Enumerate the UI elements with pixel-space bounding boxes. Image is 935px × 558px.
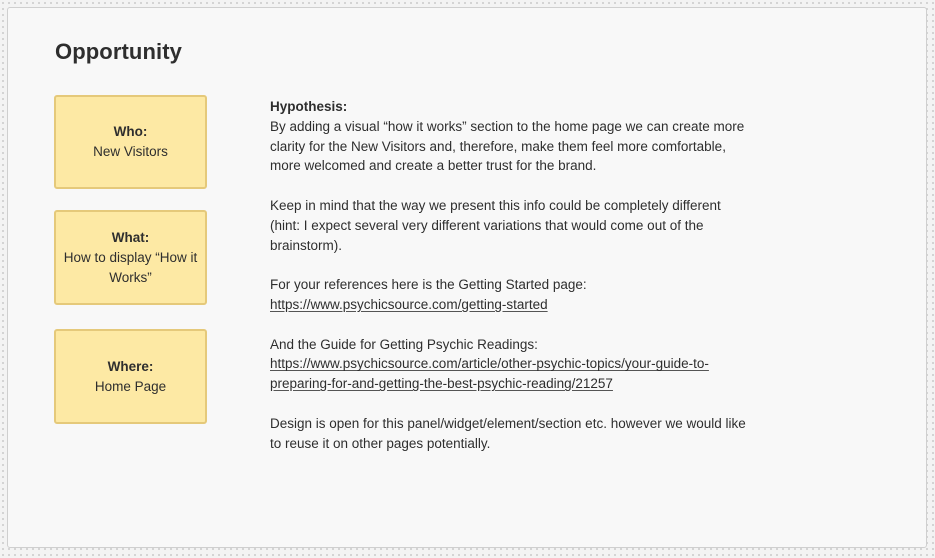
sticky-note-who[interactable] [54,95,207,189]
sticky-who-text: New Visitors [93,144,168,159]
guide-link-line2[interactable]: preparing-for-and-getting-the-best-psychic-reading/21257 [270,376,613,392]
sticky-who-label: Who: [113,124,148,139]
sticky-what-label: What: [111,229,150,245]
page-title: Opportunity [55,39,182,64]
sticky-note-what[interactable] [54,210,207,305]
guide-link[interactable] [270,354,750,394]
getting-started-link[interactable]: https://www.psychicsource.com/getting-started [270,296,548,312]
hypothesis-paragraph [270,97,750,176]
hypothesis-label: Hypothesis: [270,99,348,114]
guide-paragraph [270,335,750,394]
keep-in-mind-paragraph: Keep in mind that the way we present this info could be completely different (hint: I expect several very different variations that would come out of the brainstorm). [270,197,721,253]
references-text: For your references here is the Getting Started page: [270,277,587,293]
sticky-where-label: Where: [107,358,154,374]
sticky-note-where[interactable] [54,329,207,424]
hypothesis-text: By adding a visual “how it works” section to the home page we can create more clarity for the New Visitors and, therefore, make them feel more comfortable, more welcomed and create a better trust for the brand. [270,118,745,174]
sticky-where-text: Home Page [94,378,167,394]
sticky-what-text: How to display “How it Works” [63,249,198,285]
references-paragraph [270,275,750,315]
description-text-block[interactable] [270,97,750,473]
guide-link-line1[interactable]: https://www.psychicsource.com/article/other-psychic-topics/your-guide-to- [270,356,709,372]
opportunity-frame [7,7,927,548]
guide-text: And the Guide for Getting Psychic Readings: [270,336,538,352]
design-paragraph: Design is open for this panel/widget/element/section etc. however we would like to reuse it on other pages potentially. [270,415,746,451]
